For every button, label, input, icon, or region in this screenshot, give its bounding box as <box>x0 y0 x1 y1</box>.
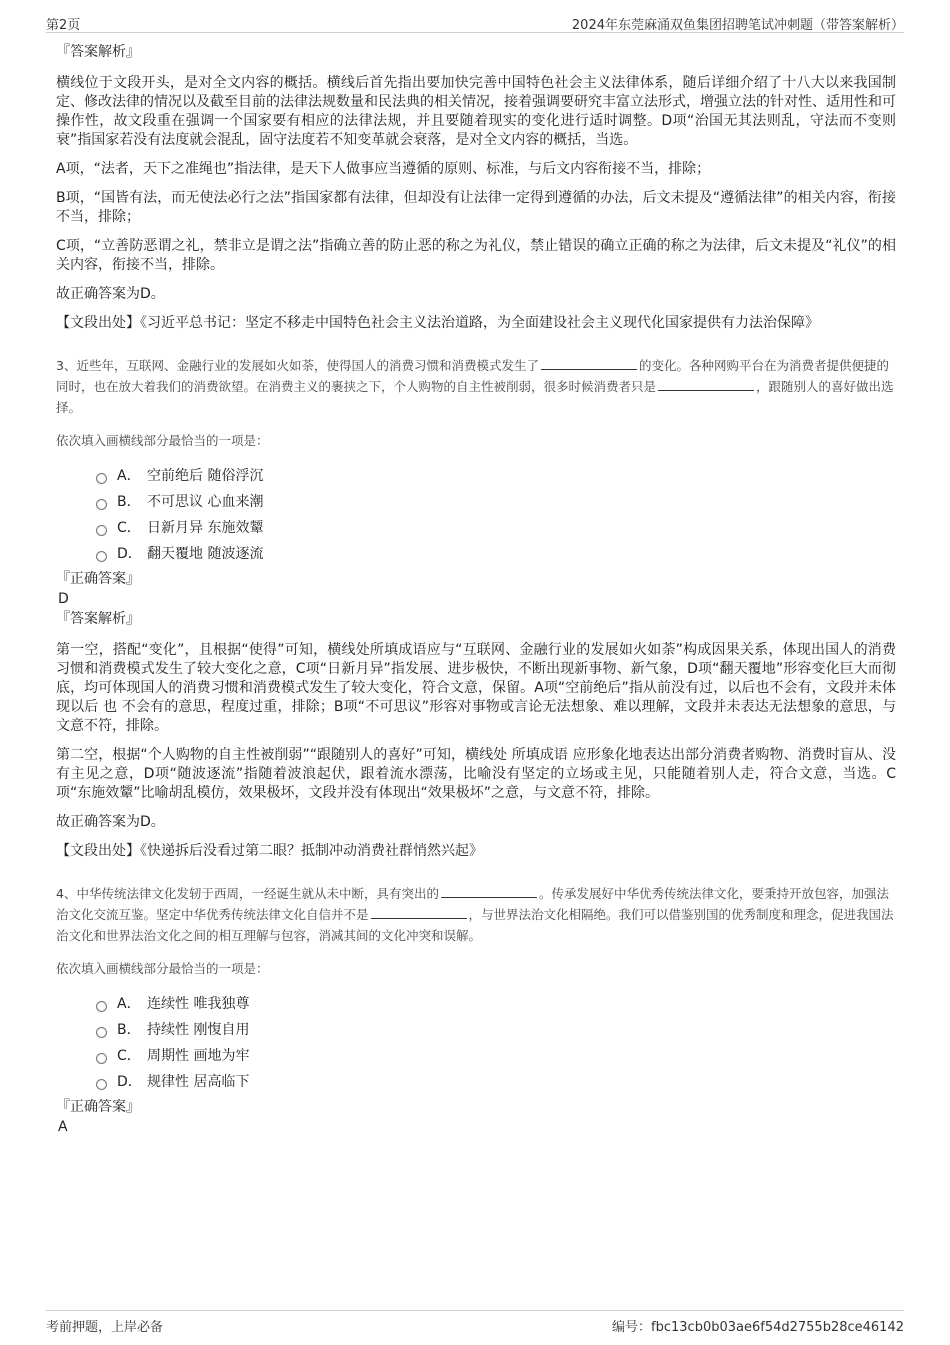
option-c[interactable]: C． 周期性 画地为牢 <box>96 1043 896 1069</box>
q2-analysis-para: 故正确答案为D。 <box>56 286 165 302</box>
q2-analysis-para: B项，“国皆有法，而无使法必行之法”指国家都有法律，但却没有让法律一定得到遵循的办法，后文未提及“遵循法律”的相关内容，衔接不当，排除； <box>56 190 896 225</box>
fill-blank <box>541 358 637 370</box>
q2-analysis-para: C项，“立善防恶谓之礼，禁非立是谓之法”指确立善的防止恶的称之为礼仪，禁止错误的确立正确的称之为法律，后文未提及“礼仪”的相关内容，衔接不当，排除。 <box>56 238 896 273</box>
radio-icon[interactable] <box>96 1001 107 1012</box>
page-header <box>46 10 904 33</box>
correct-answer-label: 『正确答案』 <box>56 1099 140 1115</box>
fill-blank <box>441 886 537 898</box>
page-content <box>56 42 896 1137</box>
radio-icon[interactable] <box>96 1027 107 1038</box>
analysis-label: 『答案解析』 <box>56 611 140 627</box>
document-code: 编号：fbc13cb0b03ae6f54d2755b28ce46142 <box>612 1320 904 1335</box>
q3-stem: 3、近些年，互联网、金融行业的发展如火如荼，使得国人的消费习惯和消费模式发生了 的变化。各种网购平台在为消费者提供便捷的同时，也在放大着我们的消费欲望。在消费主义的裹挟之下，个人购物的自主性被削弱，很多时候消费者只是 ，跟随别人的喜好做出选择。 <box>56 358 894 415</box>
page-number: 第2页 <box>46 18 81 33</box>
option-c[interactable]: C． 日新月异 东施效颦 <box>96 515 896 541</box>
fill-prompt: 依次填入画横线部分最恰当的一项是： <box>56 961 269 976</box>
q2-analysis-para: 横线位于文段开头，是对全文内容的概括。横线后首先指出要加快完善中国特色社会主义法律体系，随后详细介绍了十八大以来我国制定、修改法律的情况以及截至目前的法律法规数量和民法典的相关情况，接着强调要研究丰富立法形式，增强立法的针对性、适用性和可操作性，故文段重在强调一个国家要有相应的法律法规，并且要随着现实的变化进行适时调整。D项“治国无其法则乱，守法而不变则衰”指国家若没有法度就会混乱，固守法度若不知变革就会衰落，是对全文内容的概括，当选。 <box>56 75 896 148</box>
source-label: 【文段出处】 <box>56 843 140 859</box>
question-3 <box>56 355 896 861</box>
q3-options <box>96 463 896 567</box>
correct-answer: A <box>58 1119 68 1135</box>
q2-source <box>56 314 896 333</box>
page-footer <box>46 1310 904 1335</box>
option-a[interactable]: A． 空前绝后 随俗浮沉 <box>96 463 896 489</box>
radio-icon[interactable] <box>96 1053 107 1064</box>
q3-source <box>56 842 896 861</box>
option-a[interactable]: A． 连续性 唯我独尊 <box>96 991 896 1017</box>
fill-blank <box>658 379 754 391</box>
option-b[interactable]: B． 持续性 刚愎自用 <box>96 1017 896 1043</box>
source-text: 《快递拆后没看过第二眼？抵制冲动消费社群悄然兴起》 <box>140 843 483 859</box>
correct-answer: D <box>58 591 69 607</box>
option-d[interactable]: D． 翻天覆地 随波逐流 <box>96 541 896 567</box>
radio-icon[interactable] <box>96 1079 107 1090</box>
q3-analysis-para: 第二空，根据“个人购物的自主性被削弱”“跟随别人的喜好”可知，横线处 所填成语 应形象化地表达出部分消费者购物、消费时盲从、没有主见之意，D项“随波逐流”指随着波浪起伏，跟着流水漂荡，比喻没有坚定的立场或主见，只能随着别人走，符合文意，当选。C项“东施效颦”比喻胡乱模仿，效果极坏，文段并没有体现出“效果极坏”之意，与文意不符，排除。 <box>56 747 896 801</box>
q3-analysis-para: 第一空，搭配“变化”，且根据“使得”可知，横线处所填成语应与“互联网、金融行业的发展如火如荼”构成因果关系，体现出国人的消费习惯和消费模式发生了较大变化之意，C项“日新月异”指发展、进步极快，不断出现新事物、新气象，D项“翻天覆地”形容变化巨大而彻底，均可体现国人的消费习惯和消费模式发生了较大变化，符合文意，保留。A项“空前绝后”指从前没有过，以后也不会有，文段并未体现以后 也 不会有的意思，程度过重，排除；B项“不可思议”形容对事物或言论无法想象、难以理解，文段并未表达无法想象的意思，与文意不符，排除。 <box>56 642 896 734</box>
fill-prompt: 依次填入画横线部分最恰当的一项是： <box>56 433 269 448</box>
option-d[interactable]: D． 规律性 居高临下 <box>96 1069 896 1095</box>
q2-analysis-para: A项，“法者，天下之准绳也”指法律，是天下人做事应当遵循的原则、标准，与后文内容衔接不当，排除； <box>56 161 711 177</box>
source-label: 【文段出处】 <box>56 315 140 331</box>
q4-stem: 4、中华传统法律文化发轫于西周，一经诞生就从未中断，具有突出的 。传承发展好中华优秀传统法律文化，要秉持开放包容，加强法治文化交流互鉴。坚定中华优秀传统法律文化自信并不是 ，与世界法治文化相隔绝。我们可以借鉴别国的优秀制度和理念，促进我国法治文化和世界法治文化之间的相互理解与包容，消减其间的文化冲突和误解。 <box>56 886 894 943</box>
footer-slogan: 考前押题，上岸必备 <box>46 1320 164 1335</box>
q3-analysis-para: 故正确答案为D。 <box>56 814 165 830</box>
document-title: 2024年东莞麻涌双鱼集团招聘笔试冲刺题（带答案解析） <box>571 18 904 33</box>
radio-icon[interactable] <box>96 551 107 562</box>
q4-options <box>96 991 896 1095</box>
source-text: 《习近平总书记：坚定不移走中国特色社会主义法治道路，为全面建设社会主义现代化国家提供有力法治保障》 <box>140 315 819 331</box>
option-b[interactable]: B． 不可思议 心血来潮 <box>96 489 896 515</box>
radio-icon[interactable] <box>96 473 107 484</box>
fill-blank <box>371 907 467 919</box>
analysis-label: 『答案解析』 <box>56 44 140 60</box>
radio-icon[interactable] <box>96 499 107 510</box>
question-4 <box>56 883 896 1137</box>
radio-icon[interactable] <box>96 525 107 536</box>
correct-answer-label: 『正确答案』 <box>56 571 140 587</box>
